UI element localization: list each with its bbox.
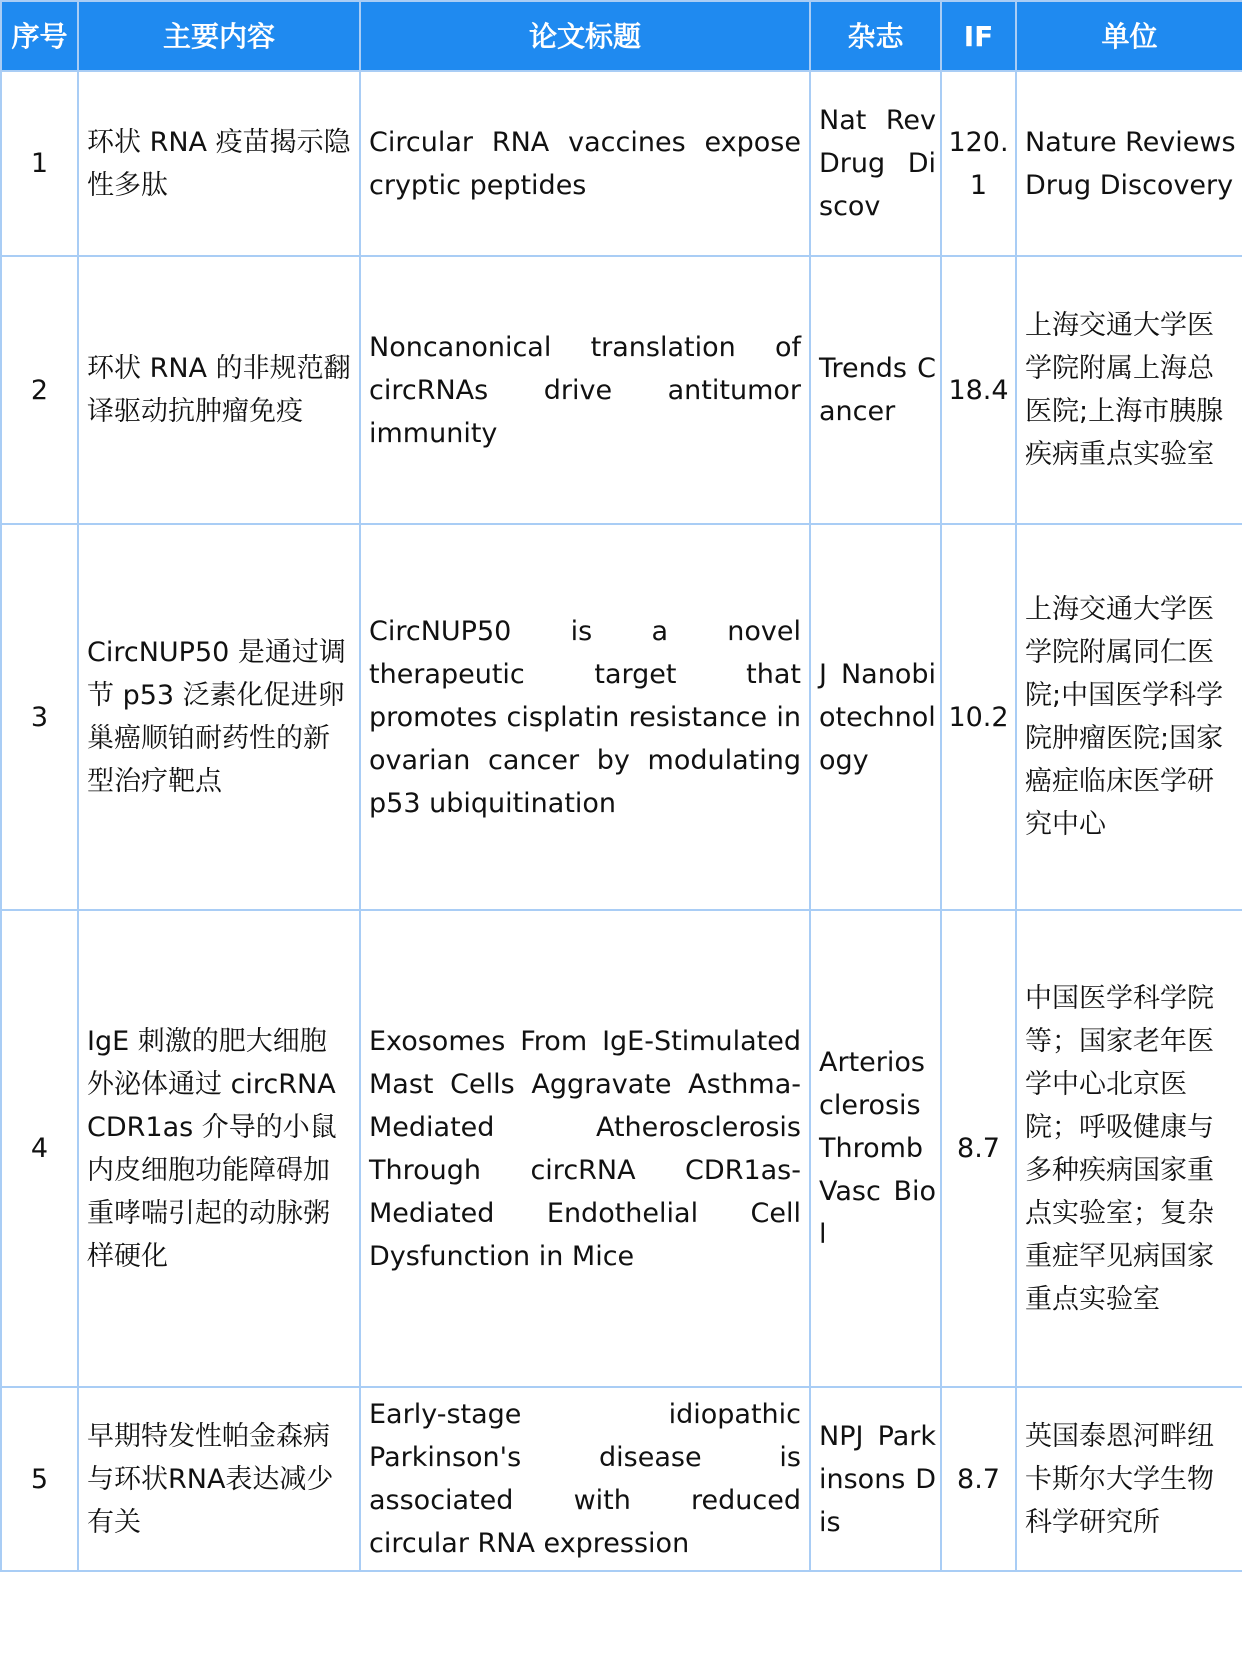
cell-paper-title: Circular RNA vaccines expose cryptic peptides [360, 71, 810, 256]
cell-impact-factor: 8.7 [941, 910, 1016, 1387]
cell-index: 1 [1, 71, 78, 256]
table-row [1, 256, 1242, 524]
cell-journal: Arteriosclerosis Thromb Vasc Biol [810, 910, 941, 1387]
cell-journal: NPJ Parkinsons Dis [810, 1387, 941, 1571]
cell-journal: J Nanobiotechnology [810, 524, 941, 910]
cell-institution: 中国医学科学院等；国家老年医学中心北京医院；呼吸健康与多种疾病国家重点实验室；复杂重症罕见病国家重点实验室 [1016, 910, 1242, 1387]
cell-institution: 英国泰恩河畔纽卡斯尔大学生物科学研究所 [1016, 1387, 1242, 1571]
cell-index: 4 [1, 910, 78, 1387]
header-institution: 单位 [1016, 1, 1242, 71]
header-journal: 杂志 [810, 1, 941, 71]
cell-impact-factor: 10.2 [941, 524, 1016, 910]
header-main-content: 主要内容 [78, 1, 360, 71]
cell-paper-title: Noncanonical translation of circRNAs drive antitumor immunity [360, 256, 810, 524]
cell-impact-factor: 8.7 [941, 1387, 1016, 1571]
cell-main-content: IgE 刺激的肥大细胞外泌体通过 circRNA CDR1as 介导的小鼠内皮细胞功能障碍加重哮喘引起的动脉粥样硬化 [78, 910, 360, 1387]
cell-institution: 上海交通大学医学院附属上海总医院;上海市胰腺疾病重点实验室 [1016, 256, 1242, 524]
cell-paper-title: Exosomes From IgE-Stimulated Mast Cells Aggravate Asthma-Mediated Atherosclerosis Through circRNA CDR1as-Mediated Endothelial Cell Dysfunction in Mice [360, 910, 810, 1387]
cell-main-content: 环状 RNA 的非规范翻译驱动抗肿瘤免疫 [78, 256, 360, 524]
table-row [1, 1387, 1242, 1571]
cell-paper-title: Early-stage idiopathic Parkinson's disease is associated with reduced circular RNA expression [360, 1387, 810, 1571]
cell-index: 2 [1, 256, 78, 524]
cell-main-content: 早期特发性帕金森病与环状RNA表达减少有关 [78, 1387, 360, 1571]
cell-journal: Trends Cancer [810, 256, 941, 524]
cell-institution: 上海交通大学医学院附属同仁医院;中国医学科学院肿瘤医院;国家癌症临床医学研究中心 [1016, 524, 1242, 910]
cell-index: 3 [1, 524, 78, 910]
cell-impact-factor: 120.1 [941, 71, 1016, 256]
table-row [1, 71, 1242, 256]
table-row [1, 910, 1242, 1387]
header-row [1, 1, 1242, 71]
header-impact-factor: IF [941, 1, 1016, 71]
cell-index: 5 [1, 1387, 78, 1571]
cell-institution: Nature Reviews Drug Discovery [1016, 71, 1242, 256]
table-row [1, 524, 1242, 910]
cell-main-content: CircNUP50 是通过调节 p53 泛素化促进卵巢癌顺铂耐药性的新型治疗靶点 [78, 524, 360, 910]
cell-main-content: 环状 RNA 疫苗揭示隐性多肽 [78, 71, 360, 256]
cell-paper-title: CircNUP50 is a novel therapeutic target that promotes cisplatin resistance in ovarian cancer by modulating p53 ubiquitination [360, 524, 810, 910]
header-paper-title: 论文标题 [360, 1, 810, 71]
header-index: 序号 [1, 1, 78, 71]
cell-impact-factor: 18.4 [941, 256, 1016, 524]
cell-journal: Nat Rev Drug Discov [810, 71, 941, 256]
